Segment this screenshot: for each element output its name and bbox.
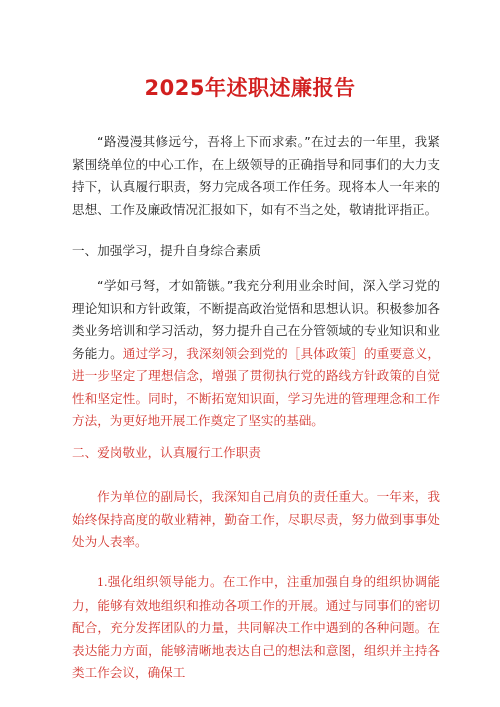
- section2-heading: [72, 442, 440, 465]
- intro-text: “路漫漫其修远兮，吾将上下而求索。”在过去的一年里，我紧紧围绕单位的中心工作，在上级领导的正确指导和同事们的大力支持下，认真履行职责，努力完成各项工作任务。现将本人一年来的思想、工作及廉政情况汇报如下，如有不当之处，敬请批评指正。: [72, 134, 440, 217]
- section2-heading-text: 二、爱岗敬业，认真履行工作职责: [72, 445, 261, 460]
- section1-heading-text: 一、加强学习，提升自身综合素质: [72, 243, 261, 258]
- section2-paragraph: [72, 486, 440, 554]
- document-title: 2025年述职述廉报告: [144, 76, 356, 100]
- intro-paragraph: [72, 131, 440, 221]
- section1-heading: [72, 240, 440, 263]
- item1-number: 1.: [97, 576, 108, 589]
- section1-text-black: “学如弓弩，才如箭镞。”我充分利用业余时间，深入学习党的理论知识和方针政策，不断提高政治觉悟和思想认识。积极参加各类业务培训和学习活动，努力提升自己在分管领域的专业知识和业务能力。: [72, 278, 440, 361]
- item1-paragraph: [72, 571, 440, 685]
- item1-text: 强化组织领导能力。在工作中，注重加强自身的组织协调能力，能够有效地组织和推动各项工作的开展。通过与同事们的密切配合，充分发挥团队的力量，共同解决工作中遇到的各种问题。在表达能力方面，能够清晰地表达自己的想法和意图，组织并主持各类工作会议，确保工: [72, 574, 440, 680]
- section2-text: 作为单位的副局长，我深知自己肩负的责任重大。一年来，我始终保持高度的敬业精神，勤奋工作，尽职尽责，努力做到事事处处为人表率。: [72, 489, 440, 549]
- section1-paragraph: [72, 275, 440, 433]
- section1-text-red: 通过学习，我深刻领会到党的［具体政策］的重要意义，进一步坚定了理想信念，增强了贯彻执行党的路线方针政策的自觉性和坚定性。同时，不断拓宽知识面，学习先进的管理理念和工作方法，为更好地开展工作奠定了坚实的基础。: [72, 345, 441, 428]
